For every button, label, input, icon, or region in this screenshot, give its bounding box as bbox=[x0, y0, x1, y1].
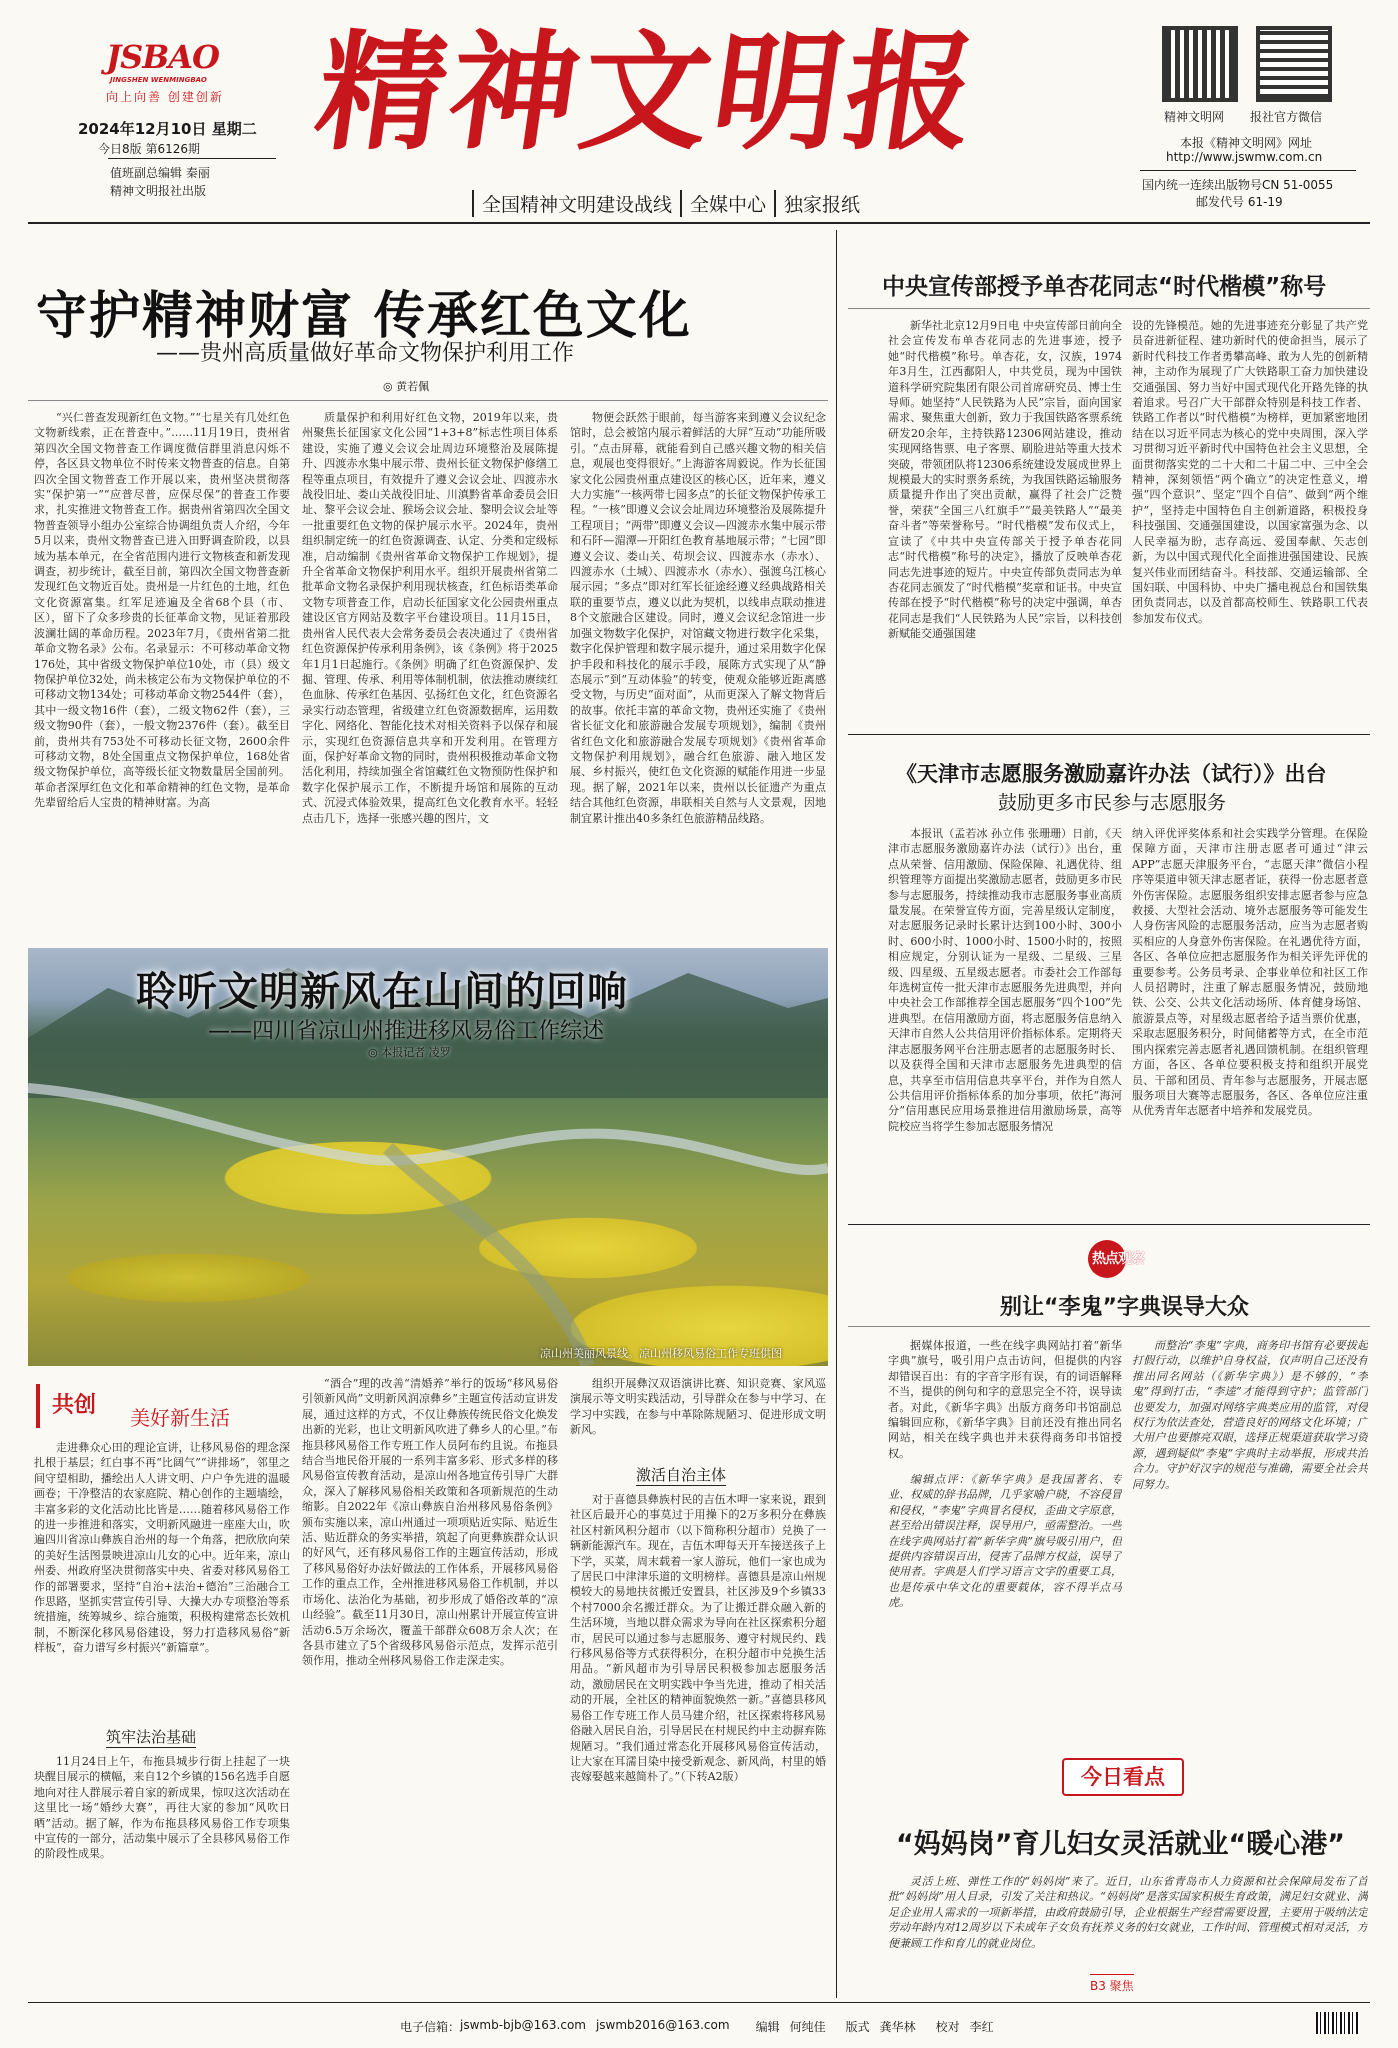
section-tag-cocreate bbox=[36, 1384, 260, 1428]
feature-column-2: “酒合”理的改善“清婚养”举行的饭场“移风易俗引领新风尚”文明新风润凉彝乡”主题宣传活动宣讲发展，通过这样的方式，不仅让彝族传统民俗文化焕发出新的光彩，也让文明新风吹进了彝乡人的心里。”布拖县移风易俗工作专班工作人员阿布约且说。布拖县结合当地民俗开展的一系列丰富多彩、形式多样的移风易俗宣传教育活动，是凉山州各地宣传引导广大群众，深入了解移风易俗相关政策和各项新规范的生动缩影。自2022年《凉山彝族自治州移风易俗条例》颁布实施以来，凉山州通过一项项贴近实际、贴近生活、贴近群众的务实举措，筑起了向更彝族群众认识的好风气，还有移风易俗工作的主题宣传活动，形成了移风易俗好办法好做法的工作体系，开展移风易俗工作的重点工作，全州推进移风易俗工作机制，并以市场化、法治化为基础，初步形成了婚俗改革的“凉山经验”。截至11月30日，凉山州累计开展宣传宣讲活动6.5万余场次，覆盖干部群众608万余人次；在各县市建立了5个省级移风易俗示范点，发挥示范引领作用，推动全州移风易俗工作走深走实。 bbox=[302, 1377, 558, 1668]
article-mom-jobs-body: 灵活上班、弹性工作的“妈妈岗”来了。近日，山东省青岛市人力资源和社会保障局发布了首批“妈妈岗”用人目录，引发了关注和热议。“妈妈岗”是落实国家积极生育政策，满足妇女就业、满足企业用人需求的一项新举措，由政府鼓励引导，企业根据生产经营需要设置，主要用于吸纳法定劳动年龄内对12周岁以下未成年子女负有抚养义务的妇女就业，工作时间、管理模式相对灵活，方便兼顾工作和育儿的就业岗位。 bbox=[888, 1875, 1368, 1950]
feature-column-3b: 对于喜德县彝族村民的吉伍木呷一家来说，跟到社区后最开心的事莫过于用操下的2万多积分在彝族社区村新风积分超市（以下简称积分超市）兑换了一辆新能源汽车。现在，吉伍木呷每天开车接送孩子上下学，买菜，周末载着一家人游玩，他们一家也成为了居民口中津津乐道的文明榜样。喜德县是凉山州规模较大的易地扶贫搬迁安置县，社区涉及9个乡镇33个村7000余名搬迁群众。为了让搬迁群众融入新的生活环境，当地以群众需求为导向在社区探索积分超市，居民可以通过参与志愿服务、遵守村规民约、践行移风易俗等方式获得积分，在积分超市中兑换生活用品。“新风超市为引导居民积极参加志愿服务活动，激励居民在文明实践中争当先进，推动了相关活动的开展，全社区的精神面貌焕然一新。”喜德县移风易俗工作专班工作人员马建介绍，社区探索将移风易俗融入居民自治，引导居民在村规民约中主动摒弃陈规陋习。“我们通过常态化开展移风易俗宣传活动，让大家在耳濡目染中接受新观念、新风尚，村里的婚丧嫁娶越来越简朴了。”（下转A2版） bbox=[570, 1493, 826, 1784]
issue-date: 2024年12月10日 星期二 bbox=[78, 120, 257, 138]
website-label: 本报《精神文明网》网址 bbox=[1180, 136, 1313, 150]
hot-topic-tag bbox=[1088, 1240, 1154, 1280]
nav-item-exclusive[interactable]: 独家报纸 bbox=[774, 190, 868, 217]
feature-column-1b: 11月24日上午，布拖县城步行街上挂起了一块块醒目展示的横幅，来自12个乡镇的156名选手自愿地向对往人群展示着自家的新成果，惊叹这次活动在这里比一场“婚纱大赛”，再往大家的参加“风吹日晒”活动。据了解，作为布拖县移风易俗工作专项集中宣传的一部分，活动集中展示了全县移风易俗工作的阶段性成果。 bbox=[34, 1755, 290, 1861]
article-model-headline: 中央宣传部授予单杏花同志“时代楷模”称号 bbox=[882, 274, 1327, 300]
lead-byline: ◎ 黄若佩 bbox=[383, 380, 430, 393]
article-mom-jobs-headline: “妈妈岗”育儿妇女灵活就业“暖心港” bbox=[896, 1829, 1345, 1860]
masthead bbox=[0, 0, 1398, 222]
feature-subtitle: ——四川省凉山州推进移风易俗工作综述 bbox=[208, 1019, 605, 1044]
logo-slogan: 向上向善 创建创新 bbox=[106, 90, 224, 104]
footer-layout-label: 版式 bbox=[845, 2020, 870, 2034]
logo-subtitle: JINGSHEN WENMINGBAO bbox=[110, 76, 207, 84]
footer-proof: 李红 bbox=[969, 2020, 994, 2034]
article-volunteer-column-2: 纳入评优评奖体系和社会实践学分管理。在保险保障方面，天津市注册志愿者可通过“津云APP”志愿天津服务平台，“志愿天津”微信小程序等渠道申领天津志愿者证，获得一份志愿者意外伤害保险。志愿服务组织安排志愿者参与应急救援、大型社会活动、境外志愿服务等可能发生人身伤害风险的志愿服务活动，应当为志愿者购买相应的人身意外伤害保险。在礼遇优待方面，各区、各单位应把志愿服务作为相关评先评优的重要参考。公务员考录、企事业单位和社区工作人员招聘时，注重了解志愿服务情况，鼓励地铁、公交、公共文化活动场所、体育健身场馆、旅游景点等，对星级志愿者给予适当票价优惠，采取志愿服务积分，时间储蓄等方式，在全市范围内探索完善志愿者礼遇回馈机制。在组织管理方面，各区、各单位要积极支持和组织开展党员、干部和团员、青年参与志愿服务，开展志愿服务项目大赛等志愿服务，各区、各单位应注重从优秀青年志愿者中培养和发展党员。 bbox=[1132, 827, 1368, 1118]
article-dictionary-headline: 别让“李鬼”字典误导大众 bbox=[1000, 1295, 1249, 1320]
footer-editor: 何纯佳 bbox=[789, 2020, 826, 2034]
feature-headline: 聆听文明新风在山间的回响 bbox=[136, 969, 628, 1015]
article-model-column-2: 设的先锋模范。她的先进事迹充分彰显了共产党员奋进新征程、建功新时代的使命担当，展示了新时代科技工作者勇攀高峰、敢为人先的创新精神，主动作为展现了广大铁路职工奋力加快建设交通强国、努力当好中国式现代化开路先锋的执着追求。号召广大干部群众特别是科技工作者、铁路工作者以“时代楷模”为榜样，更加紧密地团结在以习近平同志为核心的党中央周围，深入学习贯彻习近平新时代中国特色社会主义思想，全面贯彻落实党的二十大和二十届二中、三中全会精神，深刻领悟“两个确立”的决定性意义，增强“四个意识”、坚定“四个自信”、做到“两个维护”，坚持走中国特色自主创新道路，积极投身科技强国、交通强国建设，以国家富强为念、以人民幸福为盼，志存高远、爱国奉献、矢志创新，为以中国式现代化全面推进强国建设、民族复兴伟业而团结奋斗。科技部、交通运输部、全国妇联、中国科协、中央广播电视总台和国铁集团负责同志，以及首都高校师生、铁路职工代表参加发布仪式。 bbox=[1132, 319, 1368, 625]
lead-column-3: 物便会跃然于眼前，每当游客来到遵义会议纪念馆时，总会被馆内展示着鲜活的大屏“互动”功能所吸引。“点击屏幕，就能看到自己感兴趣文物的相关信息，观展也变得很好。”上海游客周毅说。作为长征国家文化公园贵州重点建设区的核心区，近年来，遵义大力实施“一核两带七园多点”的长征文物保护传承工程。“一核”即遵义会议会址周边环境整治及展陈提升工程项目；“两带”即遵义会议—四渡赤水集中展示带和石阡—湄潭—开阳红色教育基地展示带；“七园”即遵义会议、娄山关、苟坝会议、四渡赤水（赤水）、四渡赤水（土城）、四渡赤水（赤水）、强渡乌江核心展示园；“多点”即对红军长征途经遵义经典战路相关联的重要节点，遵义以此为契机，以线串点联动推进8个文旅融合区建设。同时，遵义会议纪念馆进一步加强文物数字化保护，对馆藏文物进行数字化采集，数字化保护管理和数字展示提升，通过采用数字化保护手段和科技化的展示手段，展陈方式实现了从“静态展示”到“互动体验”的转变，使观众能够近距离感受文物，与历史“面对面”，从而更深入了解文物背后的故事。依托丰富的革命文物，贵州还实施了《贵州省长征文化和旅游融合发展专项规划》，编制《贵州省红色文化和旅游融合发展专项规划》《贵州省革命文物保护利用规划》，融合红色旅游、融入地区发展、乡村振兴，使红色文化资源的赋能作用进一步显现。据了解，2021年以来，贵州以长征遗产为重点结合其他红色资源，串联相关自然与人文景观，因地制宜累计推出40多条红色旅游精品线路。 bbox=[570, 411, 826, 825]
article-dictionary bbox=[848, 1228, 1370, 1748]
article-mom-jobs bbox=[848, 1748, 1370, 2000]
article-volunteer bbox=[848, 740, 1370, 1222]
today-highlight-tag: 今日看点 bbox=[1062, 1758, 1184, 1796]
article-volunteer-subtitle: 鼓励更多市民参与志愿服务 bbox=[998, 792, 1227, 814]
footer-email-2[interactable]: jswmb2016@163.com bbox=[595, 2018, 730, 2032]
hot-topic-label: 热点观察 bbox=[1092, 1251, 1144, 1267]
feature-column-1: 走进彝众心田的理论宣讲，让移风易俗的理念深扎根于基层；红白事不再“比阔气”“讲排场”，邻里之间守望相助，播绘出人人讲文明、户户争先进的温暖画卷；干净整洁的农家庭院、精心创作的主题墙绘，丰富多彩的文化活动比比皆是……随着移风易俗工作的进一步推进和落实，文明新风融进一座座大山，吹遍四川省凉山彝族自治州的每一个角落，把欣欣向荣的美好生活图景映进凉山儿女的心中。近年来，凉山州委、州政府坚决贯彻落实中央、省委对移风易俗工作的部署要求，坚持“自治+法治+德治”三治融合工作思路，坚抓实营宣传引导、大操大办专项整治等系统措施，统筹城乡、综合施策，积极构建常态长效机制，不断深化移风易俗建设，努力打造移风易俗“新样板”，奋力谱写乡村振兴“新篇章”。 bbox=[34, 1441, 290, 1655]
qr-label-website: 精神文明网 bbox=[1164, 110, 1225, 124]
feature-photo bbox=[28, 948, 828, 1366]
section-tag-left: 共创 bbox=[52, 1393, 97, 1418]
website-url[interactable]: http://www.jswmw.com.cn bbox=[1166, 150, 1323, 164]
logo-mark: JSBAO bbox=[106, 38, 219, 76]
feature-column-3: 组织开展彝汉双语演讲比赛、知识竞赛、家风巡演展示等文明实践活动，引导群众在参与中学习、在学习中实践，在参与中革除陈规陋习、促进形成文明新风。 bbox=[570, 1377, 826, 1437]
article-volunteer-column-1: 本报讯（孟若冰 孙立伟 张珊珊）日前，《天津市志愿服务激励嘉许办法（试行）》出台，重点从荣誉、信用激励、保险保障、礼遇优待、组织管理等方面提出奖激励志愿者，鼓励更多市民参与志愿服务，持续推动我市志愿服务事业高质量发展。在荣誉宣传方面，完善星级认定制度，对志愿服务记录时长累计达到100小时、300小时、600小时、1000小时、1500小时的，按照相应规定，分别认证为一星级、二星级、三星级、四星级、五星级志愿者。市委社会工作部每年选树宣传一批天津市志愿服务先进典型，并向中央社会工作部推荐全国志愿服务“四个100”先进典型。在信用激励方面，将志愿服务信息纳入天津市自然人公共信用评价指标体系。定期将天津志愿服务网平台注册志愿者的志愿服务时长、以及获得全国和天津市志愿服务先进典型的信息，共享至市信用信息共享平台，并作为自然人公共信用评价指标体系的加分事项，依托“海河分”信用惠民应用场景推进信用激励场景，高等院校应当将学生参加志愿服务情况 bbox=[888, 827, 1122, 1133]
cn-number: 国内统一连续出版物号CN 51-0055 bbox=[1142, 178, 1334, 192]
lead-article bbox=[28, 226, 828, 946]
editor-comment: 编辑点评：《新华字典》是我国著名、专业、权威的辞书品牌，几乎家喻户晓，不容侵冒和侵权，“李鬼”字典冒名侵权，歪曲文字原意，甚至给出错误注释，误导用户，亟需整治。一些在线字典网站打着“新华字典”旗号吸引用户，但提供内容错误百出，侵害了品牌方权益，误导了使用者。字典是人们学习语言文字的重要工具，也是传承中华文化的重要载体，容不得半点马虎。 bbox=[888, 1473, 1122, 1610]
masthead-title: 精神文明报 bbox=[307, 18, 989, 168]
footer-email-1[interactable]: jswmb-bjb@163.com bbox=[460, 2018, 586, 2032]
lead-headline: 守护精神财富 传承红色文化 bbox=[36, 287, 692, 346]
article-model-column-1: 新华社北京12月9日电 中央宣传部日前向全社会宣传发布单杏花同志的先进事迹，授予她“时代楷模”称号。单杏花，女，汉族，1974年3月生，江西鄱阳人，中共党员，现为中国铁道科学研究院集团有限公司首席研究员、博士生导师。她坚持“人民铁路为人民”宗旨，面向国家需求、聚焦重大创新，致力于我国铁路客票系统研发20余年，主持铁路12306网站建设，推动实现网络售票、电子客票、刷脸进站等重大技术突破，带领团队将12306系统建设发展成世界上规模最大的实时票务系统，为我国铁路运输服务质量提升作出了突出贡献，赢得了社会广泛赞誉，荣获“全国三八红旗手”“最美铁路人”“最美奋斗者”等荣誉称号。“时代楷模”发布仪式上，宣读了《中共中央宣传部关于授予单杏花同志“时代楷模”称号的决定》，播放了反映单杏花同志先进事迹的短片。中央宣传部负责同志为单杏花同志颁发了“时代楷模”奖章和证书。中央宣传部在授予“时代楷模”称号的决定中强调，单杏花同志是我们“人民铁路为人民”宗旨，以科技创新赋能交通强国建 bbox=[888, 319, 1122, 641]
masthead-nav bbox=[472, 190, 868, 217]
section-title-autonomy: 激活自治主体 bbox=[636, 1466, 727, 1484]
feature-article bbox=[28, 1370, 828, 1998]
feature-byline: ◎ 本报记者 凌罗 bbox=[368, 1046, 451, 1059]
lead-column-2: 质量保护和利用好红色文物，2019年以来，贵州聚焦长征国家文化公园“1+3+8”标志性项目体系建设，实施了遵义会议会址周边环境整治及展陈提升、四渡赤水集中展示带、贵州长征文物保护修缮工程等重点项目，有效提升了遵义会议会址、四渡赤水战役旧址、娄山关战役旧址、川滇黔省革命委员会旧址、黎平会议会址、猴场会议会址、黎明会议会址等一批重要红色文物的保护展示水平。2024年，贵州组织制定统一的红色资源调查、认定、分类和定级标准，启动编制《贵州省革命文物保护工作规划》，提升全省革命文物保护利用水平。组织开展贵州省第二批革命文物名录保护利用现状核查，红色标语类革命文物专项普查工作，启动长征国家文化公园贵州重点建设区官方网站及数字平台建设项目。11月15日，贵州省人民代表大会常务委员会表决通过了《贵州省红色资源保护传承利用条例》，该《条例》将于2025年1月1日起施行。《条例》明确了红色资源保护、发掘、管理、传承、利用等体制机制，依法推动赓续红色血脉、传承红色基因、弘扬红色文化，红色资源名录实行动态管理，省级建立红色资源数据库，运用数字化、网络化、智能化技术对相关资料予以保存和展示，实现红色资源信息共享和开发利用。在管理方面，保护好革命文物的同时，贵州积极推动革命文物活化利用，持续加强全省馆藏红色文物预防性保护和数字化保护展示工作，不断提升场馆和展陈的互动式、沉浸式体验效果，提高红色文化教育水平。轻轻点击几下，选择一张感兴趣的图片，文 bbox=[302, 411, 558, 825]
section-tag-right: 美好新生活 bbox=[130, 1406, 230, 1430]
footer-layout: 龚华林 bbox=[879, 2020, 916, 2034]
article-volunteer-headline: 《天津市志愿服务激励嘉许办法（试行）》出台 bbox=[896, 762, 1327, 786]
nav-item-campaign[interactable]: 全国精神文明建设战线 bbox=[472, 190, 680, 217]
page-reference[interactable]: B3 聚焦 bbox=[1090, 1974, 1134, 1994]
footer-editor-label: 编辑 bbox=[755, 2020, 780, 2034]
footer bbox=[400, 2018, 994, 2035]
article-model bbox=[848, 226, 1370, 726]
footer-proof-label: 校对 bbox=[935, 2020, 960, 2034]
article-dictionary-column-1: 据媒体报道，一些在线字典网站打着“新华字典”旗号，吸引用户点击访问，但提供的内容却错误百出：有的字音字形有误，有的词语解释不当，提供的例句和字的意思完全不符，误导读者。对此，《新华字典》出版方商务印书馆副总编辑回应称，《新华字典》目前还没有推出同名网站，相关在线字典也并未获得商务印书馆授权。 bbox=[888, 1339, 1122, 1460]
issue-number: 今日8版 第6126期 bbox=[98, 142, 200, 156]
section-title-law: 筑牢法治基础 bbox=[106, 1728, 197, 1746]
qr-code-website[interactable] bbox=[1162, 26, 1238, 102]
postal-code: 邮发代号 61-19 bbox=[1196, 195, 1283, 209]
publisher: 精神文明报社出版 bbox=[110, 184, 207, 198]
duty-editor: 值班副总编辑 秦丽 bbox=[110, 166, 210, 180]
article-dictionary-column-2: 而整治“李鬼”字典，商务印书馆有必要拔起打假行动，以维护自身权益，仅声明自己还没有推出同名网站（《新华字典》）是不够的，“李鬼”得到打击，“李逵”才能得到守护；监管部门也要发力，加强对网络字典类应用的监管，对侵权行为依法查处，营造良好的网络文化环境；广大用户也要擦亮双眼，选择正规渠道获取学习资源，遇到疑似“李鬼”字典时主动举报，形成共治合力。守护好汉字的规范与准确，需要全社会共同努力。 bbox=[1132, 1339, 1368, 1491]
nav-item-media[interactable]: 全媒中心 bbox=[680, 190, 774, 217]
qr-code-wechat[interactable] bbox=[1256, 26, 1332, 102]
photo-caption: 凉山州美丽风景线。凉山州移风易俗工作专班供图 bbox=[540, 1347, 782, 1360]
barcode-icon bbox=[1316, 2012, 1360, 2034]
newspaper-logo bbox=[78, 38, 238, 108]
footer-email-label: 电子信箱： bbox=[400, 2020, 461, 2034]
lead-subtitle: ——贵州高质量做好革命文物保护利用工作 bbox=[156, 341, 575, 366]
lead-column-1: “兴仁普查发现新红色文物。”“七星关有几处红色文物新线索，正在普查中。”……11月19日，贵州省第四次全国文物普查工作调度微信群里消息闪烁不停，各区县文物单位不时传来文物普查的信息。自第四次全国文物普查工作开展以来，贵州坚决贯彻落实“保护第一”“应普尽普，应保尽保”的普查工作要求，扎实推进文物普查工作。据贵州省第四次全国文物普查领导小组办公室综合协调组负责人介绍，今年5月以来，贵州文物普查已进入田野调查阶段，以县域为基本单元，在全省范围内进行文物核查和新发现调查，初步统计，截至目前，第四次全国文物普查新发现红色文物近百处。贵州是一片红色的土地，红色文化资源富集。红军足迹遍及全省68个县（市、区），留下了众多珍贵的长征革命文物，见证着那段波澜壮阔的革命历程。2023年7月，《贵州省第二批革命文物名录》公布。名录显示：不可移动革命文物176处，其中省级文物保护单位10处，市（县）级文物保护单位32处，尚未核定公布为文物保护单位的不可移动文物134处；可移动革命文物2544件（套），其中一级文物16件（套），二级文物62件（套），三级文物90件（套），一般文物2376件（套）。截至目前，贵州共有753处不可移动长征文物，2600余件可移动文物，8处全国重点文物保护单位，168处省级文物保护单位，高等级长征文物数量居全国前列。革命者深厚红色文化和革命精神的红色文物，是革命先辈留给后人宝贵的精神财富。为高 bbox=[34, 411, 290, 810]
qr-label-wechat: 报社官方微信 bbox=[1250, 110, 1323, 124]
